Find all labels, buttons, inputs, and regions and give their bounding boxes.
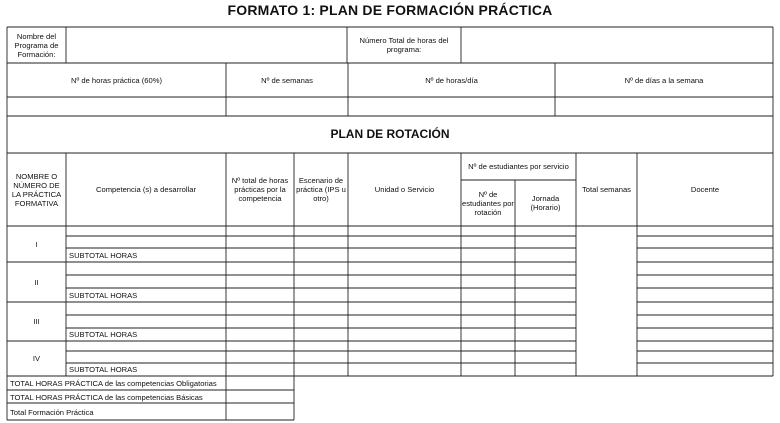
subtotal-label: SUBTOTAL HORAS [69,365,138,374]
practice-id: IV [32,354,41,363]
col-competency: Competencia (s) a desarrollar [95,185,197,194]
col-scenario: Escenario de práctica (IPS u otro) [296,176,346,203]
col-practice-name: NOMBRE O NÚMERO DE LA PRÁCTICA FORMATIVA [11,171,62,208]
total-hours-label: Número Total de horas del programa: [359,36,449,54]
col-students-per-rotation: Nº de estudiantes por rotación [462,189,514,217]
hours-per-day-label: Nº de horas/día [425,75,478,85]
program-name-label: Nombre del Programa de Formación: [14,31,59,59]
col-unit: Unidad o Servicio [374,185,435,194]
document-title: FORMATO 1: PLAN DE FORMACIÓN PRÁCTICA [227,2,553,18]
col-teacher: Docente [690,185,720,194]
practice-hours-field[interactable] [8,98,225,115]
days-per-week-label: Nº de días a la semana [624,75,704,85]
practice-id: I [35,239,38,249]
col-students-group: Nº de estudiantes por servicio [468,162,569,171]
subtotal-label: SUBTOTAL HORAS [69,250,138,260]
col-total-hours: Nº total de horas prácticas por la competencia [231,176,289,203]
total-basic-label: TOTAL HORAS PRÁCTICA de las competencias Básicas [10,392,203,402]
days-per-week-field[interactable] [556,98,772,115]
practice-id: II [34,277,39,287]
hours-per-day-field[interactable] [349,98,554,115]
practice-hours-label: Nº de horas práctica (60%) [71,75,162,85]
col-schedule: Jornada (Horario) [530,194,561,212]
practice-id: III [33,317,40,326]
total-mandatory-label: TOTAL HORAS PRÁCTICA de las competencias Obligatorias [10,379,217,388]
col-total-weeks: Total semanas [582,185,631,194]
subtotal-label: SUBTOTAL HORAS [69,330,138,339]
total-practice-label: Total Formación Práctica [10,407,94,417]
weeks-label: Nº de semanas [261,75,313,85]
weeks-field[interactable] [227,98,347,115]
subtotal-label: SUBTOTAL HORAS [69,290,138,300]
program-name-field[interactable] [67,28,346,62]
total-hours-field[interactable] [462,28,772,62]
rotation-plan-title: PLAN DE ROTACIÓN [330,127,450,141]
